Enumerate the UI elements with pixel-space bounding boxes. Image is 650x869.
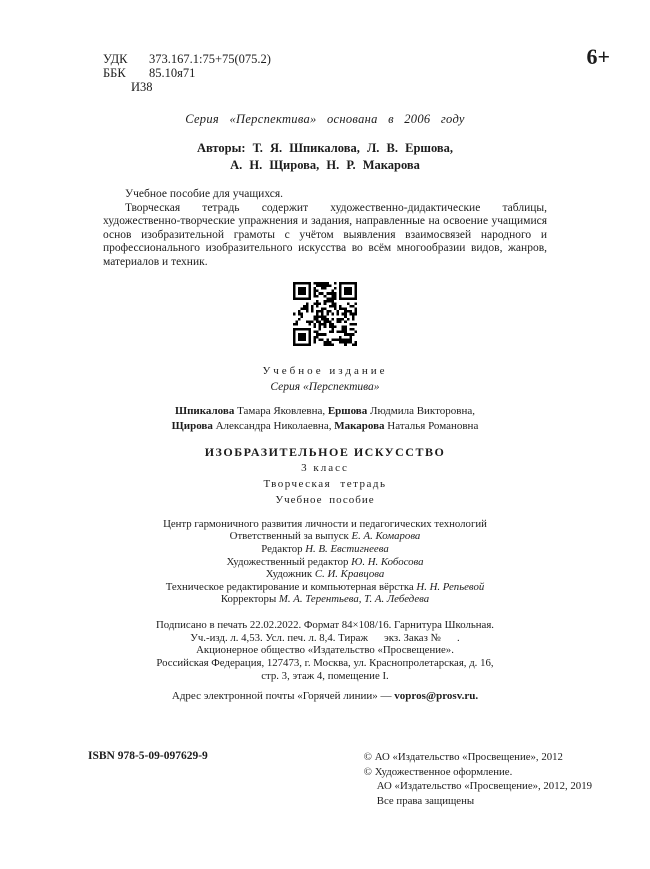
credit-line: [103, 530, 547, 543]
bbk-label: ББК: [103, 66, 126, 80]
author-surname: Щирова: [171, 419, 213, 432]
credit-person: М. А. Терентьева, Т. А. Лебедева: [278, 593, 430, 606]
credit-role: Центр гармоничного развития личности и педагогических технологий: [163, 517, 487, 530]
qr-code-icon: [293, 282, 357, 346]
author-surname: Ершова: [327, 405, 368, 418]
copyright-line-1: © АО «Издательство «Просвещение», 2012: [363, 751, 563, 763]
udk-line: [103, 52, 547, 66]
copyright-line-2: © Художественное оформление.: [363, 765, 513, 778]
imprint-line-print-date: Подписано в печать 22.02.2022. Формат 84×108/16. Гарнитура Школьная.: [156, 618, 494, 631]
book-title-block: [103, 446, 547, 506]
credit-line: [103, 593, 547, 606]
edition-heading: Учебное издание: [262, 365, 388, 378]
book-grade: 3 класс: [301, 461, 349, 474]
credit-role: Редактор: [261, 543, 303, 555]
credit-person: Ю. Н. Кобосова: [351, 555, 424, 568]
age-rating-badge: 6+: [586, 44, 610, 69]
author-given-names: Тамара Яковлевна,: [234, 405, 328, 418]
imprint-block: [103, 619, 547, 684]
author-surname: Макарова: [334, 419, 385, 432]
imprint-line-volume: Уч.-изд. л. 4,53. Усл. печ. л. 8,4. Тираж экз. Заказ № .: [190, 631, 460, 644]
credit-role: Художественный редактор: [226, 555, 349, 568]
annotation-block: [103, 188, 547, 269]
author-given-names: Наталья Романовна: [384, 419, 479, 432]
credit-role: Техническое редактирование и компьютерная вёрстка: [165, 580, 414, 593]
author-surname: Шпикалова: [174, 405, 235, 418]
imprint-line-publisher: Акционерное общество «Издательство «Просвещение».: [196, 644, 454, 657]
credit-person: Е. А. Комарова: [351, 530, 421, 543]
book-title: ИЗОБРАЗИТЕЛЬНОЕ ИСКУССТВО: [204, 444, 446, 459]
isbn: ISBN 978-5-09-097629-9: [88, 750, 208, 762]
book-subtitle: Творческая тетрадь: [263, 477, 387, 490]
bbk-line: [103, 66, 547, 80]
copyright-line-4: Все права защищены: [376, 794, 475, 807]
credit-line: [103, 568, 547, 581]
credit-line: [103, 518, 547, 531]
authors-line-1: Авторы: Т. Я. Шпикалова, Л. В. Ершова,: [196, 141, 454, 155]
annotation-paragraph-1: Учебное пособие для учащихся.: [125, 188, 284, 200]
credit-person: Н. Н. Репьевой: [416, 580, 485, 593]
imprint-line-address-1: Российская Федерация, 127473, г. Москва, ул. Краснопролетарская, д. 16,: [156, 657, 494, 670]
book-id-code: И38: [131, 80, 153, 94]
credit-line: [103, 556, 547, 569]
authors-full-names: [103, 404, 547, 433]
annotation-paragraph-2: Творческая тетрадь содержит художественно-дидактические таблицы, художественно-творческие упражнения и задания, направленные на освоение учащимися основ изобразительной грамоты с учётом выявления взаимосвязей народного и профессионального изобразительного искусства во всём многообразии видов, жанров, материалов и техник.: [103, 201, 547, 268]
authors-block: [103, 140, 547, 173]
imprint-line-address-2: стр. 3, этаж 4, помещение I.: [261, 670, 389, 683]
series-note: Серия «Перспектива» основана в 2006 году: [185, 112, 465, 126]
bbk-value: 85.10я71: [149, 66, 196, 80]
hotline-email-address: vopros@prosv.ru.: [394, 690, 479, 703]
full-names-line-1: [103, 404, 547, 418]
qr-code-wrap: [103, 282, 547, 351]
author-given-names: Людмила Викторовна,: [367, 405, 475, 418]
edition-series: Серия «Перспектива»: [270, 381, 380, 394]
credit-role: Корректоры: [220, 593, 277, 606]
credit-role: Художник: [265, 568, 313, 581]
udk-value: 373.167.1:75+75(075.2): [149, 52, 271, 66]
book-kind: Учебное пособие: [275, 493, 375, 506]
page-footer: [88, 750, 592, 808]
author-given-names: Александра Николаевна,: [212, 419, 335, 432]
credit-person: С. И. Кравцова: [314, 568, 385, 581]
credit-line: [103, 581, 547, 594]
credit-line: [103, 543, 547, 556]
full-names-line-2: [103, 419, 547, 433]
hotline-email-label: Адрес электронной почты «Горячей линии» —: [171, 690, 395, 703]
copyright-block: [364, 750, 592, 808]
authors-line-2: А. Н. Щирова, Н. Р. Макарова: [230, 157, 420, 172]
classification-codes: [103, 52, 547, 94]
hotline-email-line: [103, 690, 547, 702]
credit-person: Н. В. Евстигнеева: [305, 543, 389, 555]
udk-label: УДК: [103, 52, 128, 66]
copyright-line-3: АО «Издательство «Просвещение», 2012, 2019: [376, 780, 592, 793]
credit-role: Ответственный за выпуск: [229, 530, 349, 543]
staff-credits: [103, 518, 547, 606]
